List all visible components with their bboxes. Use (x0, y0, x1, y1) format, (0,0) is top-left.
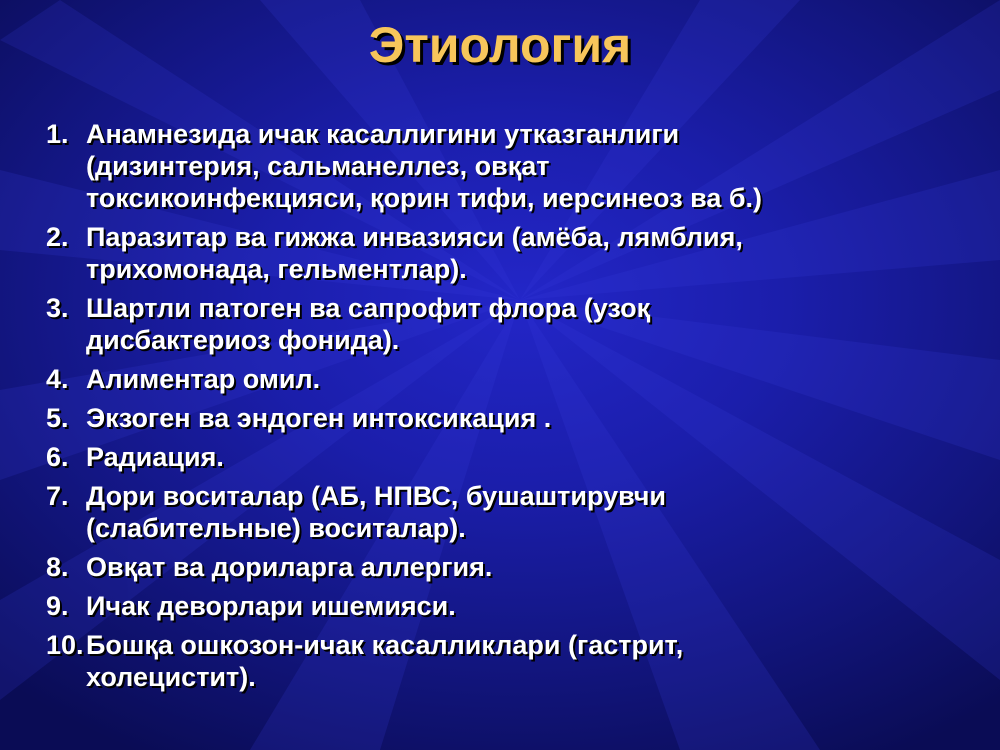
list-item-number: 4. (46, 364, 69, 394)
list-item (46, 551, 976, 583)
list-item (46, 363, 976, 395)
slide-title: Этиология (368, 17, 632, 73)
list-item-text: Анамнезида ичак касаллигини утказганлиги (дизинтерия, сальманеллез, овқат токсикоинфекцияси, қорин тифи, иерсинеоз ва б.) (86, 119, 763, 213)
list-item (46, 402, 976, 434)
list-item-number: 3. (46, 293, 69, 323)
list-item-text: Шартли патоген ва сапрофит флора (узоқ дисбактериоз фонида). (86, 293, 651, 355)
list-item-number: 1. (46, 119, 69, 149)
list-item-text: Ичак деворлари ишемияси. (86, 591, 456, 621)
list-item-number: 6. (46, 442, 69, 472)
etiology-list (46, 118, 976, 700)
list-item-text: Овқат ва дориларга аллергия. (86, 552, 493, 582)
list-item-text: Радиация. (86, 442, 224, 472)
list-item-text: Бошқа ошкозон-ичак касалликлари (гастрит, холецистит). (86, 630, 684, 692)
list-item-text: Экзоген ва эндоген интоксикация . (86, 403, 552, 433)
list-item-number: 9. (46, 591, 69, 621)
list-item (46, 292, 976, 356)
list-item-number: 10. (46, 630, 84, 660)
list-item (46, 590, 976, 622)
list-item-number: 5. (46, 403, 69, 433)
list-item-text: Дори воситалар (АБ, НПВС, бушаштирувчи (слабительные) воситалар). (86, 481, 666, 543)
list-item (46, 118, 976, 214)
list-item (46, 480, 976, 544)
list-item-number: 2. (46, 222, 69, 252)
list-item-number: 7. (46, 481, 69, 511)
list-item (46, 221, 976, 285)
list-item-text: Паразитар ва гижжа инвазияси (амёба, лямблия, трихомонада, гельментлар). (86, 222, 743, 284)
list-item-text: Алиментар омил. (86, 364, 321, 394)
list-item (46, 441, 976, 473)
list-item-number: 8. (46, 552, 69, 582)
list-item (46, 629, 976, 693)
